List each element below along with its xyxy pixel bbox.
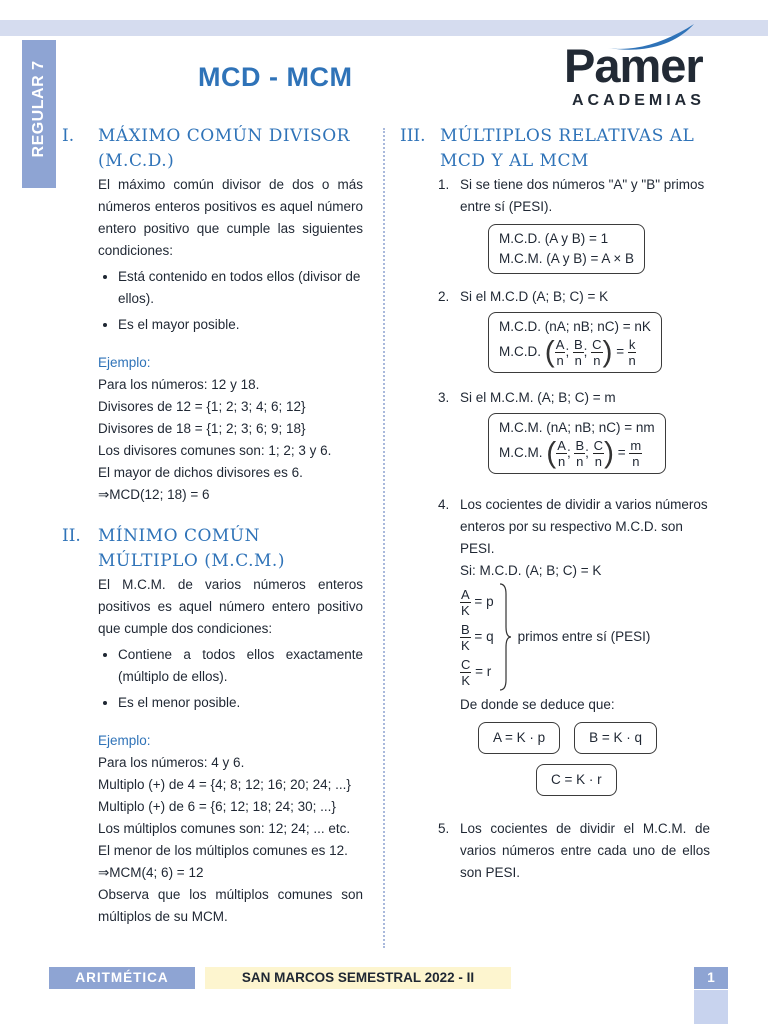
deduce-text: De donde se deduce que: xyxy=(460,697,615,712)
formula-line: M.C.M. (A y B) = A × B xyxy=(499,251,635,266)
result-denominator: n xyxy=(628,353,636,368)
example-line: Los múltiplos comunes son: 12; 24; ... etc. xyxy=(98,821,351,836)
section-1-intro: El máximo común divisor de dos o más números enteros positivos es aquel número entero positivo que cumple las siguientes condiciones: xyxy=(98,177,363,258)
fraction: $\frac{C}{n}$ xyxy=(593,438,604,469)
example-line: Para los números: 4 y 6. xyxy=(98,755,245,770)
quotient-value: p xyxy=(486,593,494,609)
left-column xyxy=(62,124,363,928)
result-fraction xyxy=(629,438,642,469)
formula-prefix: M.C.D. xyxy=(499,344,541,360)
close-paren: ) xyxy=(602,335,613,369)
quotient-row: $\frac{B}{K}$ = q xyxy=(461,621,494,653)
list-item: • Es el menor posible. xyxy=(118,692,363,714)
example-line: El menor de los múltiplos comunes es 12. xyxy=(98,843,348,858)
formula-line: M.C.D. (nA; nB; nC) = nK xyxy=(499,319,651,334)
section-2-title: MÍNIMO COMÚN MÚLTIPLO (M.C.M.) xyxy=(98,526,285,571)
formula-box xyxy=(488,413,666,474)
page-number: 1 xyxy=(694,967,728,989)
example-line: Multiplo (+) de 6 = {6; 12; 18; 24; 30; ...} xyxy=(98,799,336,814)
section-3-number: III. xyxy=(400,126,426,146)
result-numerator: k xyxy=(628,337,636,352)
formula-box xyxy=(488,224,645,274)
example-line: Divisores de 18 = {1; 2; 3; 6; 9; 18} xyxy=(98,421,306,436)
example-line: Observa que los múltiplos comunes son múltiplos de su MCM. xyxy=(98,887,363,924)
formula-line: M.C.D. ( $\frac{A}{n}$ ; $\frac{B}{n}$ ; $\frac{C}{n}$ ) = $\frac{k}{n}$ xyxy=(499,335,636,369)
section-3-title: MÚLTIPLOS RELATIVAS AL MCD Y AL MCM xyxy=(440,126,695,171)
property-text: Los cocientes de dividir a varios números enteros por su respectivo M.C.D. son PESI. xyxy=(460,497,708,556)
section-3-heading xyxy=(400,124,710,174)
list-item: • Está contenido en todos ellos (divisor de ellos). xyxy=(118,266,363,310)
pesi-label: primos entre sí (PESI) xyxy=(517,629,651,644)
formula-prefix: M.C.M. xyxy=(499,445,543,461)
example-line: ⇒MCM(4; 6) = 12 xyxy=(98,865,204,880)
result-numerator: m xyxy=(630,438,642,453)
property-number: 4. xyxy=(438,497,450,512)
property-2 xyxy=(400,286,710,308)
side-tab xyxy=(22,40,56,188)
formula-line: M.C.M. ( $\frac{A}{n}$ ; $\frac{B}{n}$ ; $\frac{C}{n}$ ) = $\frac{m}{n}$ xyxy=(499,436,642,470)
fraction: $\frac{A}{n}$ xyxy=(555,337,565,368)
example-line: Divisores de 12 = {1; 2; 3; 4; 6; 12} xyxy=(98,399,306,414)
example-1-label: Ejemplo: xyxy=(98,355,151,370)
section-2-bullets xyxy=(98,644,363,714)
property-3 xyxy=(400,387,710,409)
formula-line: M.C.M. (nA; nB; nC) = nm xyxy=(499,420,655,435)
formula-box: C = K · r xyxy=(536,764,617,796)
example-line: El mayor de dichos divisores es 6. xyxy=(98,465,303,480)
property-4 xyxy=(400,494,710,560)
quotient-value: r xyxy=(486,663,492,679)
property-text: Si se tiene dos números "A" y "B" primos entre sí (PESI). xyxy=(460,177,705,214)
section-2-heading xyxy=(62,524,363,574)
result-fraction xyxy=(628,337,637,368)
example-line: ⇒MCD(12; 18) = 6 xyxy=(98,487,210,502)
property-text: Los cocientes de dividir el M.C.M. de varios números entre cada uno de ellos son PESI. xyxy=(460,821,710,880)
example-line: Multiplo (+) de 4 = {4; 8; 12; 16; 20; 24; ...} xyxy=(98,777,351,792)
property-number: 5. xyxy=(438,821,450,836)
property-number: 3. xyxy=(438,390,450,405)
pamer-logo xyxy=(562,20,732,115)
column-divider xyxy=(383,128,385,948)
curly-brace-icon xyxy=(498,582,512,692)
property-text: Si el M.C.M. (A; B; C) = m xyxy=(460,390,616,405)
section-1-bullets xyxy=(98,266,363,336)
fraction: $\frac{B}{n}$ xyxy=(573,337,583,368)
quotient-value: q xyxy=(486,628,494,644)
property-5 xyxy=(400,818,710,884)
formula-box: B = K · q xyxy=(574,722,657,754)
footer-course: SAN MARCOS SEMESTRAL 2022 - II xyxy=(205,967,511,989)
quotient-row: $\frac{A}{K}$ = p xyxy=(461,586,494,618)
footer-tab xyxy=(694,990,728,1024)
right-column xyxy=(400,124,710,884)
property-number: 1. xyxy=(438,177,450,192)
formula-box: A = K · p xyxy=(478,722,560,754)
side-tab-label: REGULAR 7 xyxy=(30,60,47,158)
property-4-condition: Si: M.C.D. (A; B; C) = K xyxy=(460,563,602,578)
formula-box xyxy=(488,312,662,373)
property-text: Si el M.C.D (A; B; C) = K xyxy=(460,289,609,304)
property-number: 2. xyxy=(438,289,450,304)
logo-brand: Pamer xyxy=(564,39,703,92)
footer-subject: ARITMÉTICA xyxy=(49,967,195,989)
quotient-list xyxy=(460,587,494,688)
close-paren: ) xyxy=(604,436,615,470)
open-paren: ( xyxy=(546,436,557,470)
list-item: • Es el mayor posible. xyxy=(118,314,363,336)
section-2-number: II. xyxy=(62,526,81,546)
example-line: Para los números: 12 y 18. xyxy=(98,377,260,392)
section-2-intro: El M.C.M. de varios números enteros positivos es aquel número entero positivo que cumple dos condiciones: xyxy=(98,577,363,636)
fraction: $\frac{B}{n}$ xyxy=(575,438,585,469)
example-line: Los divisores comunes son: 1; 2; 3 y 6. xyxy=(98,443,332,458)
open-paren: ( xyxy=(544,335,555,369)
fraction: $\frac{C}{n}$ xyxy=(592,337,602,368)
quotient-group xyxy=(460,582,710,692)
list-item: • Contiene a todos ellos exactamente (múltiplo de ellos). xyxy=(118,644,363,688)
section-1-number: I. xyxy=(62,126,75,146)
logo-sub: ACADEMIAS xyxy=(572,92,705,109)
page-title: MCD - MCM xyxy=(198,62,353,92)
section-1-title: MÁXIMO COMÚN DIVISOR (M.C.D.) xyxy=(98,126,350,171)
formula-line: M.C.D. (A y B) = 1 xyxy=(499,231,609,246)
example-2-label: Ejemplo: xyxy=(98,733,151,748)
quotient-row: $\frac{C}{K}$ = r xyxy=(461,656,492,688)
fraction: $\frac{A}{n}$ xyxy=(557,438,566,469)
result-denominator: n xyxy=(632,454,640,469)
property-1 xyxy=(400,174,710,218)
section-1-heading xyxy=(62,124,363,174)
equation-row xyxy=(478,722,710,754)
